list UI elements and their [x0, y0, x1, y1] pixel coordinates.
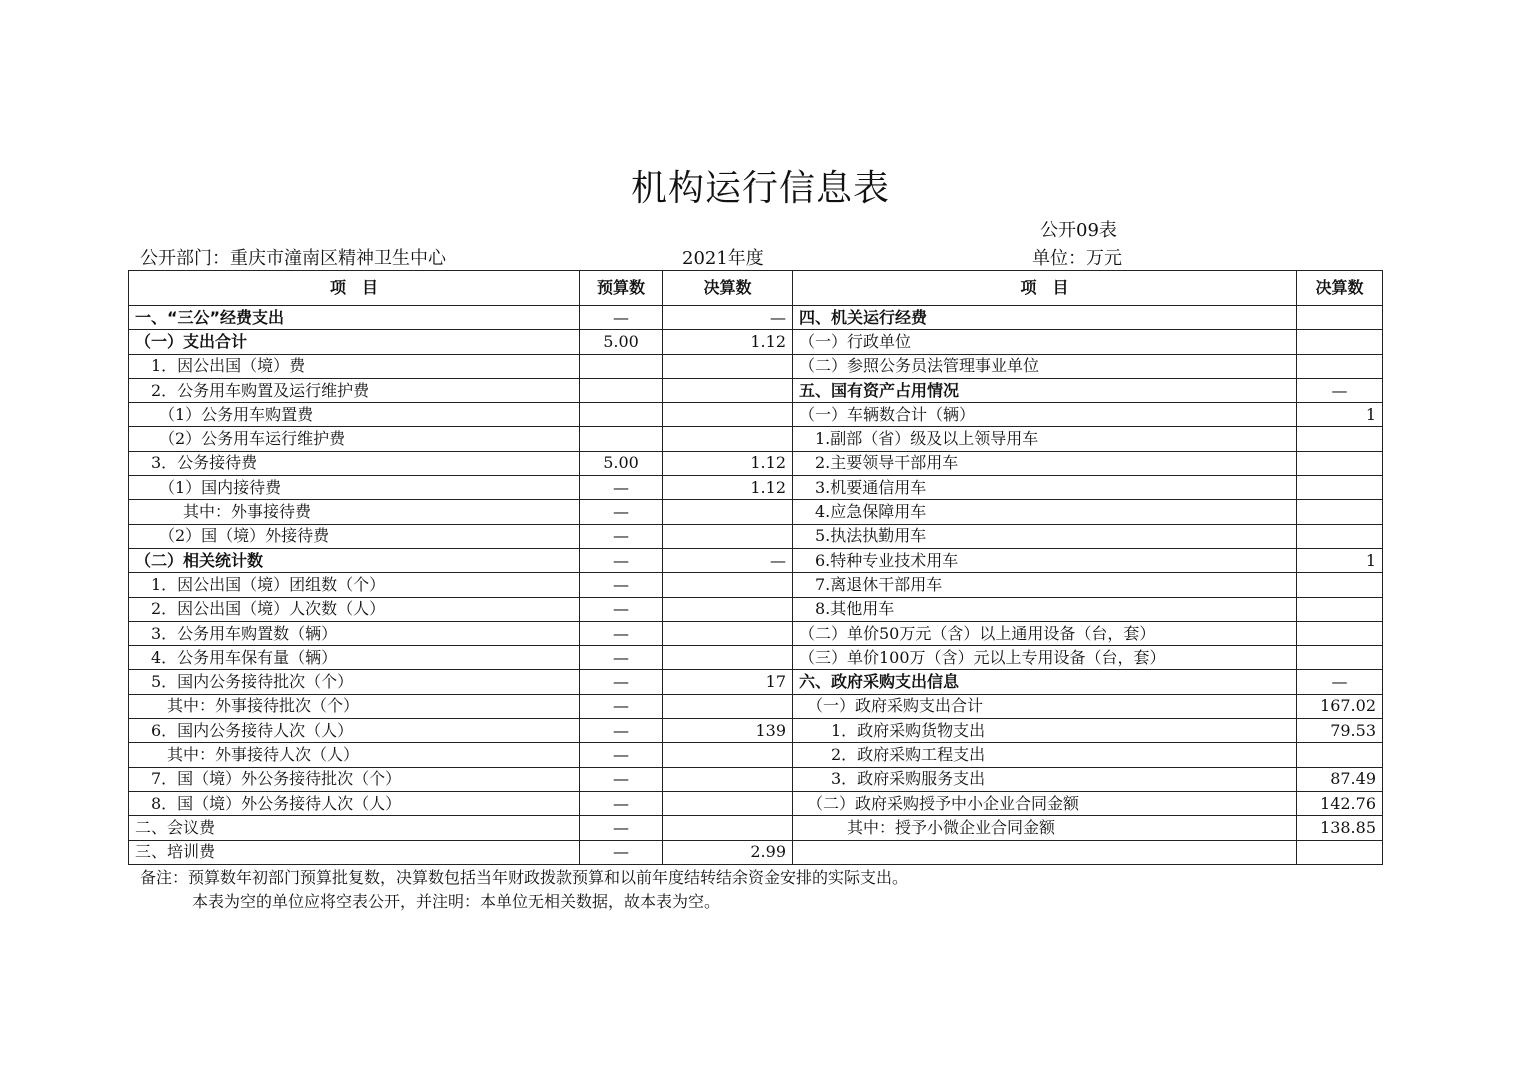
budget-cell: — [580, 646, 663, 670]
table-row [129, 451, 1383, 475]
table-row [129, 670, 1383, 694]
item-right-cell: 六、政府采购支出信息 [793, 670, 1297, 694]
item-left-cell: （一）支出合计 [129, 330, 580, 354]
item-right-cell [793, 840, 1297, 864]
budget-cell: — [580, 816, 663, 840]
final-right-cell [1297, 476, 1383, 500]
item-left-cell: 7．国（境）外公务接待批次（个） [129, 767, 580, 791]
final-right-cell [1297, 621, 1383, 645]
table-row [129, 306, 1383, 330]
final-left-cell [663, 597, 793, 621]
final-right-cell: 167.02 [1297, 694, 1383, 718]
item-left-cell: 2．因公出国（境）人次数（人） [129, 597, 580, 621]
currency-unit: 单位：万元 [1032, 248, 1122, 269]
table-row [129, 646, 1383, 670]
budget-cell: — [580, 306, 663, 330]
item-left-cell: 其中：外事接待人次（人） [129, 743, 580, 767]
budget-cell [580, 354, 663, 378]
budget-cell: — [580, 791, 663, 815]
item-left-cell: 8．国（境）外公务接待人次（人） [129, 791, 580, 815]
budget-cell: — [580, 719, 663, 743]
item-right-cell: 1．政府采购货物支出 [793, 719, 1297, 743]
final-left-cell [663, 694, 793, 718]
note-line: 备注：预算数年初部门预算批复数，决算数包括当年财政拨款预算和以前年度结转结余资金安排的实际支出。 [140, 868, 909, 887]
budget-cell [580, 378, 663, 402]
item-right-cell: 3.机要通信用车 [793, 476, 1297, 500]
item-left-cell: （2）国（境）外接待费 [129, 524, 580, 548]
header-item-left: 项 目 [129, 271, 580, 306]
item-right-cell: 2．政府采购工程支出 [793, 743, 1297, 767]
final-left-cell [663, 743, 793, 767]
final-left-cell [663, 500, 793, 524]
item-right-cell: 6.特种专业技术用车 [793, 548, 1297, 572]
final-left-cell: 2.99 [663, 840, 793, 864]
final-left-cell [663, 816, 793, 840]
budget-cell: — [580, 476, 663, 500]
table-row [129, 524, 1383, 548]
item-left-cell: 三、培训费 [129, 840, 580, 864]
final-right-cell: 79.53 [1297, 719, 1383, 743]
table-row [129, 597, 1383, 621]
budget-cell: — [580, 621, 663, 645]
final-right-cell [1297, 427, 1383, 451]
budget-cell: — [580, 743, 663, 767]
item-right-cell: （二）参照公务员法管理事业单位 [793, 354, 1297, 378]
page-title: 机构运行信息表 [630, 168, 890, 209]
item-right-cell: 五、国有资产占用情况 [793, 378, 1297, 402]
final-right-cell: 1 [1297, 548, 1383, 572]
item-left-cell: （1）国内接待费 [129, 476, 580, 500]
budget-cell: — [580, 597, 663, 621]
table-row [129, 816, 1383, 840]
table-row [129, 378, 1383, 402]
final-right-cell: — [1297, 670, 1383, 694]
final-right-cell: 1 [1297, 403, 1383, 427]
budget-cell: 5.00 [580, 330, 663, 354]
item-left-cell: 5．国内公务接待批次（个） [129, 670, 580, 694]
header-item-right: 项 目 [793, 271, 1297, 306]
final-left-cell [663, 573, 793, 597]
item-left-cell: 其中：外事接待费 [129, 500, 580, 524]
budget-cell [580, 403, 663, 427]
table-row [129, 330, 1383, 354]
operations-info-table [128, 270, 1383, 865]
final-left-cell [663, 354, 793, 378]
final-left-cell [663, 427, 793, 451]
final-left-cell [663, 403, 793, 427]
final-left-cell: 139 [663, 719, 793, 743]
item-left-cell: 其中：外事接待批次（个） [129, 694, 580, 718]
final-right-cell [1297, 597, 1383, 621]
item-right-cell: （一）行政单位 [793, 330, 1297, 354]
header-final-right: 决算数 [1297, 271, 1383, 306]
item-right-cell: 5.执法执勤用车 [793, 524, 1297, 548]
final-left-cell: 1.12 [663, 476, 793, 500]
item-right-cell: 四、机关运行经费 [793, 306, 1297, 330]
item-left-cell: 1．因公出国（境）费 [129, 354, 580, 378]
table-row [129, 573, 1383, 597]
budget-cell: — [580, 500, 663, 524]
item-right-cell: 1.副部（省）级及以上领导用车 [793, 427, 1297, 451]
final-right-cell [1297, 500, 1383, 524]
budget-cell: — [580, 670, 663, 694]
table-row [129, 719, 1383, 743]
final-right-cell [1297, 354, 1383, 378]
budget-cell: — [580, 694, 663, 718]
department-label: 公开部门：重庆市潼南区精神卫生中心 [140, 248, 446, 269]
final-left-cell [663, 767, 793, 791]
final-right-cell [1297, 524, 1383, 548]
budget-cell: 5.00 [580, 451, 663, 475]
item-right-cell: 7.离退休干部用车 [793, 573, 1297, 597]
final-left-cell: 1.12 [663, 330, 793, 354]
item-left-cell: （二）相关统计数 [129, 548, 580, 572]
table-row [129, 427, 1383, 451]
budget-cell: — [580, 524, 663, 548]
item-left-cell: 2．公务用车购置及运行维护费 [129, 378, 580, 402]
fiscal-year: 2021年度 [682, 248, 764, 269]
item-right-cell: （一）政府采购支出合计 [793, 694, 1297, 718]
item-right-cell: 4.应急保障用车 [793, 500, 1297, 524]
notes [140, 866, 908, 914]
table-row [129, 840, 1383, 864]
table-row [129, 354, 1383, 378]
item-right-cell: （三）单价100万（含）元以上专用设备（台，套） [793, 646, 1297, 670]
final-right-cell [1297, 306, 1383, 330]
table-row [129, 621, 1383, 645]
note-line: 本表为空的单位应将空表公开，并注明：本单位无相关数据，故本表为空。 [192, 892, 721, 911]
final-right-cell [1297, 646, 1383, 670]
item-left-cell: 1．因公出国（境）团组数（个） [129, 573, 580, 597]
table-row [129, 476, 1383, 500]
header-final-left: 决算数 [663, 271, 793, 306]
final-right-cell [1297, 573, 1383, 597]
final-left-cell [663, 791, 793, 815]
item-left-cell: 6．国内公务接待人次（人） [129, 719, 580, 743]
table-body [129, 306, 1383, 865]
header-budget: 预算数 [580, 271, 663, 306]
final-left-cell [663, 621, 793, 645]
table-row [129, 694, 1383, 718]
item-right-cell: 2.主要领导干部用车 [793, 451, 1297, 475]
item-left-cell: 4．公务用车保有量（辆） [129, 646, 580, 670]
final-left-cell [663, 378, 793, 402]
item-right-cell: 其中：授予小微企业合同金额 [793, 816, 1297, 840]
final-left-cell: 17 [663, 670, 793, 694]
item-right-cell: 8.其他用车 [793, 597, 1297, 621]
table-row [129, 791, 1383, 815]
final-left-cell: 1.12 [663, 451, 793, 475]
final-right-cell [1297, 330, 1383, 354]
item-right-cell: （二）单价50万元（含）以上通用设备（台，套） [793, 621, 1297, 645]
item-left-cell: （1）公务用车购置费 [129, 403, 580, 427]
budget-cell: — [580, 548, 663, 572]
final-right-cell [1297, 743, 1383, 767]
budget-cell: — [580, 573, 663, 597]
item-right-cell: 3．政府采购服务支出 [793, 767, 1297, 791]
final-left-cell: — [663, 548, 793, 572]
final-left-cell: — [663, 306, 793, 330]
table-row [129, 548, 1383, 572]
item-left-cell: 3．公务用车购置数（辆） [129, 621, 580, 645]
final-left-cell [663, 646, 793, 670]
item-right-cell: （一）车辆数合计（辆） [793, 403, 1297, 427]
final-left-cell [663, 524, 793, 548]
table-row [129, 743, 1383, 767]
final-right-cell [1297, 840, 1383, 864]
final-right-cell [1297, 451, 1383, 475]
item-left-cell: 一、“三公”经费支出 [129, 306, 580, 330]
item-left-cell: 3．公务接待费 [129, 451, 580, 475]
final-right-cell: 87.49 [1297, 767, 1383, 791]
table-row [129, 767, 1383, 791]
budget-cell: — [580, 840, 663, 864]
item-right-cell: （二）政府采购授予中小企业合同金额 [793, 791, 1297, 815]
final-right-cell: 142.76 [1297, 791, 1383, 815]
table-row [129, 403, 1383, 427]
item-left-cell: 二、会议费 [129, 816, 580, 840]
final-right-cell: 138.85 [1297, 816, 1383, 840]
budget-cell [580, 427, 663, 451]
item-left-cell: （2）公务用车运行维护费 [129, 427, 580, 451]
table-number: 公开09表 [1040, 220, 1117, 241]
table-header-row [129, 271, 1383, 306]
budget-cell: — [580, 767, 663, 791]
final-right-cell: — [1297, 378, 1383, 402]
table-row [129, 500, 1383, 524]
